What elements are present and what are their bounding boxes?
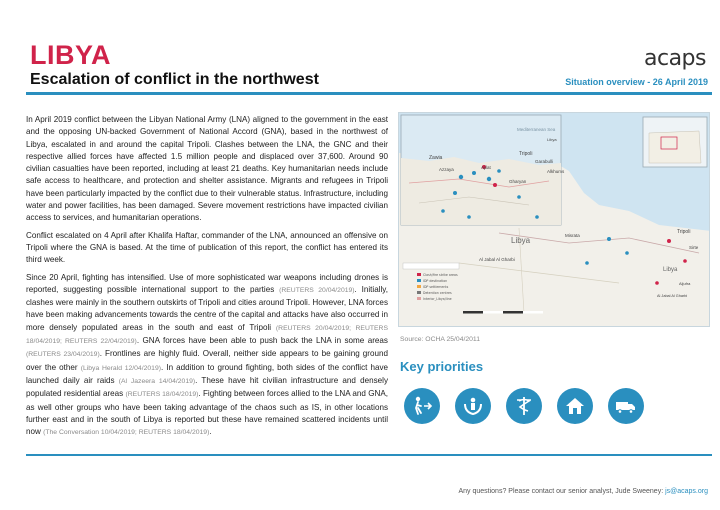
map-label-tripoli: Tripoli — [677, 229, 691, 235]
health-icon — [506, 388, 542, 424]
source-citation: (REUTERS 20/04/2019) — [279, 286, 355, 294]
source-citation: (REUTERS 20/04/2019; REUTERS 18/04/2019; REUTERS 22/04/2019) — [26, 324, 388, 346]
source-citation: (Libya Herald 12/04/2019) — [80, 364, 161, 372]
key-priorities-icons — [404, 388, 644, 424]
legend-item: Detention centres — [423, 291, 452, 295]
map-label-aljufra: Aljufra — [679, 281, 691, 286]
situation-overview-date: Situation overview - 26 April 2019 — [565, 77, 708, 87]
contact-email-link[interactable]: js@acaps.org — [665, 488, 708, 495]
map-label-azzaya: Azzaya — [439, 167, 454, 172]
map-label-ajilat: Ajilat — [481, 165, 491, 170]
shelter-icon — [557, 388, 593, 424]
source-citation: (REUTERS 23/04/2019) — [26, 351, 100, 359]
paragraph-1: In April 2019 conflict between the Libyan National Army (LNA) aligned to the government in the east and the opposing UN-backed Government of National Accord (GNA), based in the northwest of Libya, escalated in and around the capital Tripoli. Clashes between the LNA, the GNC and their respective allied forces have affected 1.5 million people and displaced over 37,600. Around 90 civilian casualties have been reported, including at least 21 deaths. Key humanitarian needs include safe access to healthcare, and protection and shelter assistance. Migrants and refugees in Tripoli have been particularly impacted by the conflict due to their vulnerable status. Infrastructure, including water and power facilities, has been damaged. Severe movement restrictions have impacted civilian access to services, and humanitarian operations. — [26, 115, 388, 223]
map-label-al-jabal-al-gharbi-2: Al Jabal Al Gharbi — [657, 294, 688, 298]
map-label-misrata: Misrata — [565, 233, 580, 238]
footer-divider — [26, 454, 712, 456]
report-subtitle: Escalation of conflict in the northwest — [30, 71, 319, 88]
situation-map — [398, 112, 710, 327]
source-citation: (The Conversation 10/04/2019; REUTERS 18/04/2019) — [43, 429, 210, 437]
map-label-mediterranean: Mediterranean Sea — [517, 127, 556, 132]
legend-item: Clash/fire strike areas — [423, 273, 458, 277]
legend-item: IDP destination — [423, 279, 448, 283]
country-title: LIBYA — [30, 40, 112, 70]
map-label-alkhums: Alkhums — [547, 169, 565, 174]
paragraph-2: Conflict escalated on 4 April after Khalifa Haftar, commander of the LNA, announced an offensive on Tripoli where the GNA is based. At the time of publication of this report, the conflict has entered its third week. — [26, 230, 388, 265]
acaps-logo — [644, 46, 706, 71]
map-label-garabulli: Garabulli — [535, 159, 554, 164]
logistics-icon — [608, 388, 644, 424]
protection-icon — [455, 388, 491, 424]
legend-item: IDP settlements — [423, 285, 449, 289]
map-label-libya-small: Libya — [663, 267, 678, 273]
footer-contact: Any questions? Please contact our senior analyst, Jude Sweeney: js@acaps.org — [458, 488, 708, 495]
key-priorities-title: Key priorities — [400, 359, 484, 374]
map-source: Source: OCHA 25/04/2011 — [400, 336, 480, 343]
paragraph-3: Since 20 April, fighting has intensified. Use of more sophisticated war weapons including drones is reported, suggesting possible international support to the parties (REUTERS 20/04/2019). Initially, clashes were mainly in the southern outskirts of Tripoli and cities around Tripoli. However, LNA forces have been making advancements towards the centre of the capital and attacks have also occurred in more densely populated areas in the south and east of Tripoli (REUTERS 20/04/2019; REUTERS 18/04/2019; REUTERS 22/04/2019). GNA forces have been able to push back the LNA in some areas (REUTERS 23/04/2019). Frontlines are highly fluid. Overall, neither side appears to be gaining ground over the other (Libya Herald 12/04/2019). In addition to ground fighting, both sides of the conflict have launched daily air raids (Al Jazeera 14/04/2019). These have hit civilian infrastructure and densely populated residential areas (REUTERS 18/04/2019). Fighting between forces allied to the LNA and GNA, as well other groups who have been taking advantage of the chaos such as IS, in other locations further east and in the south of Libya is reported but these have remained scattered incidents until now (The Conversation 10/04/2019; REUTERS 18/04/2019). — [26, 272, 389, 437]
logo-text: acaps — [644, 46, 706, 71]
map-label-gharyan: Gharyan — [509, 179, 527, 184]
displacement-icon — [404, 388, 440, 424]
map-label-zawia: Zawia — [429, 155, 443, 161]
legend-item: Interior_Libya/line — [423, 297, 452, 301]
source-citation: (Al Jazeera 14/04/2019) — [118, 377, 196, 385]
map-label-tripoli-inset: Tripoli — [519, 151, 533, 157]
map-label-libya: Libya — [511, 236, 531, 245]
map-label-al-jabal-al-gharbi: Al Jabal Al Gharbi — [479, 257, 515, 262]
header-divider — [26, 92, 712, 95]
map-label-sirte: Sirte — [689, 245, 699, 250]
source-citation: (REUTERS 18/04/2019) — [125, 391, 199, 399]
report-body — [26, 114, 388, 444]
map-label-libya-inset: Libya — [547, 137, 557, 142]
